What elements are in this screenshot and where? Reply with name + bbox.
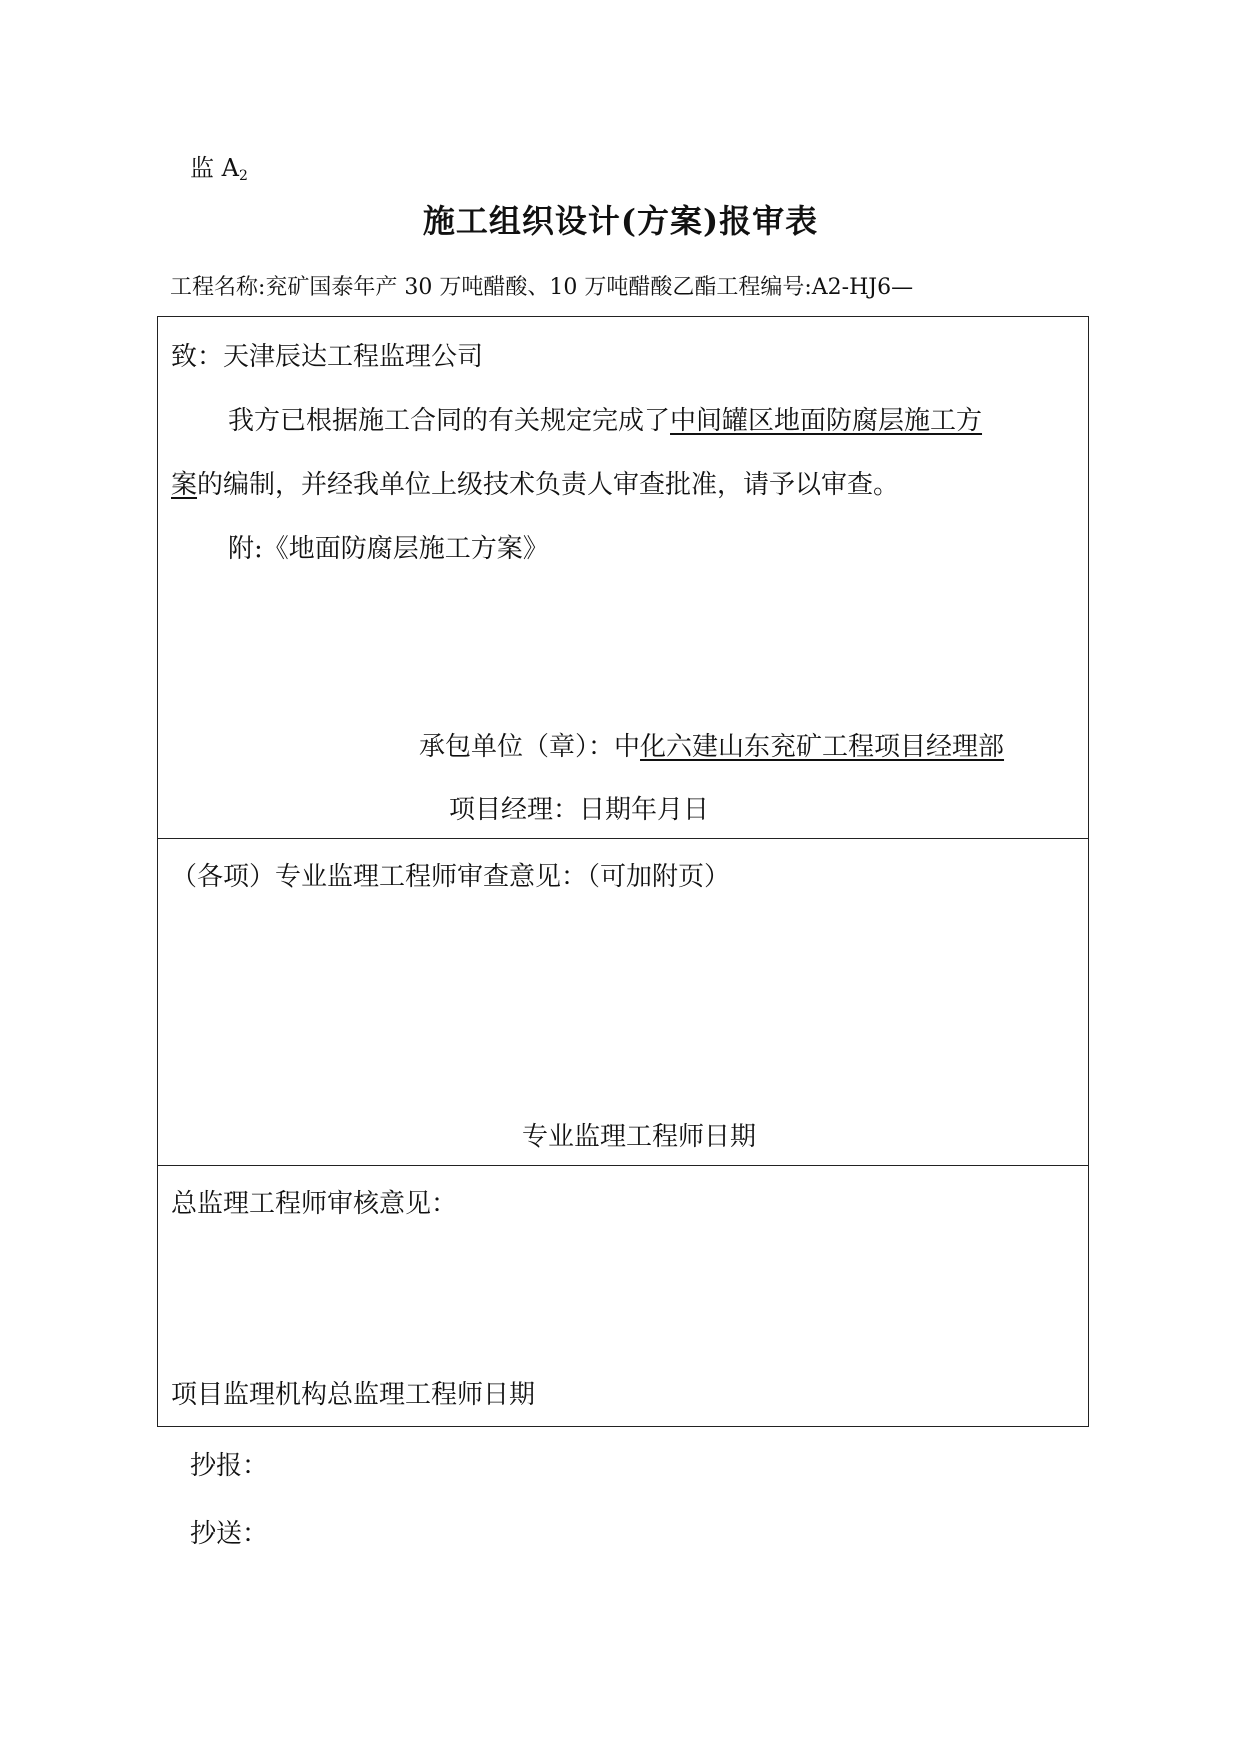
section-divider-1 xyxy=(158,838,1088,839)
chief-opinion-label: 总监理工程师审核意见： xyxy=(171,1189,458,1219)
review-form-table xyxy=(157,316,1089,1427)
chief-signature-line: 项目监理机构总监理工程师日期 xyxy=(171,1380,536,1410)
contractor-name: 化六建山东兖矿工程项目经理部 xyxy=(640,732,1005,762)
specialist-signature-line: 专业监理工程师日期 xyxy=(522,1122,757,1152)
addressee: 致：天津辰达工程监理公司 xyxy=(171,342,484,372)
specialist-opinion-label: （各项）专业监理工程师审查意见：（可加附页） xyxy=(171,862,731,892)
contractor-line xyxy=(419,726,1004,763)
form-code-main: 监 A xyxy=(190,154,239,182)
project-manager-date-line: 项目经理：日期年月日 xyxy=(449,795,710,825)
attachment-line: 附:《地面防腐层施工方案》 xyxy=(228,534,549,564)
cc-report-label: 抄报： xyxy=(190,1451,269,1481)
contractor-label: 承包单位（章）：中 xyxy=(419,732,641,762)
submission-paragraph-line1 xyxy=(228,400,982,437)
cc-send-label: 抄送： xyxy=(190,1519,269,1549)
form-code xyxy=(190,148,248,184)
section-divider-2 xyxy=(158,1165,1088,1166)
document-title: 施工组织设计(方案)报审表 xyxy=(422,202,819,240)
plan-name-underlined: 中间罐区地面防腐层施工方 xyxy=(670,406,983,436)
paragraph-prefix: 我方已根据施工合同的有关规定完成了 xyxy=(228,406,671,436)
form-code-subscript: 2 xyxy=(238,168,248,184)
plan-name-underlined-continued: 案 xyxy=(171,470,198,500)
project-name-line: 工程名称:兖矿国泰年产 30 万吨醋酸、10 万吨醋酸乙酯工程编号:A2-HJ6— xyxy=(170,275,914,300)
submission-paragraph-line2 xyxy=(171,464,899,501)
paragraph-suffix: 的编制，并经我单位上级技术负责人审查批准，请予以审查。 xyxy=(197,470,900,500)
